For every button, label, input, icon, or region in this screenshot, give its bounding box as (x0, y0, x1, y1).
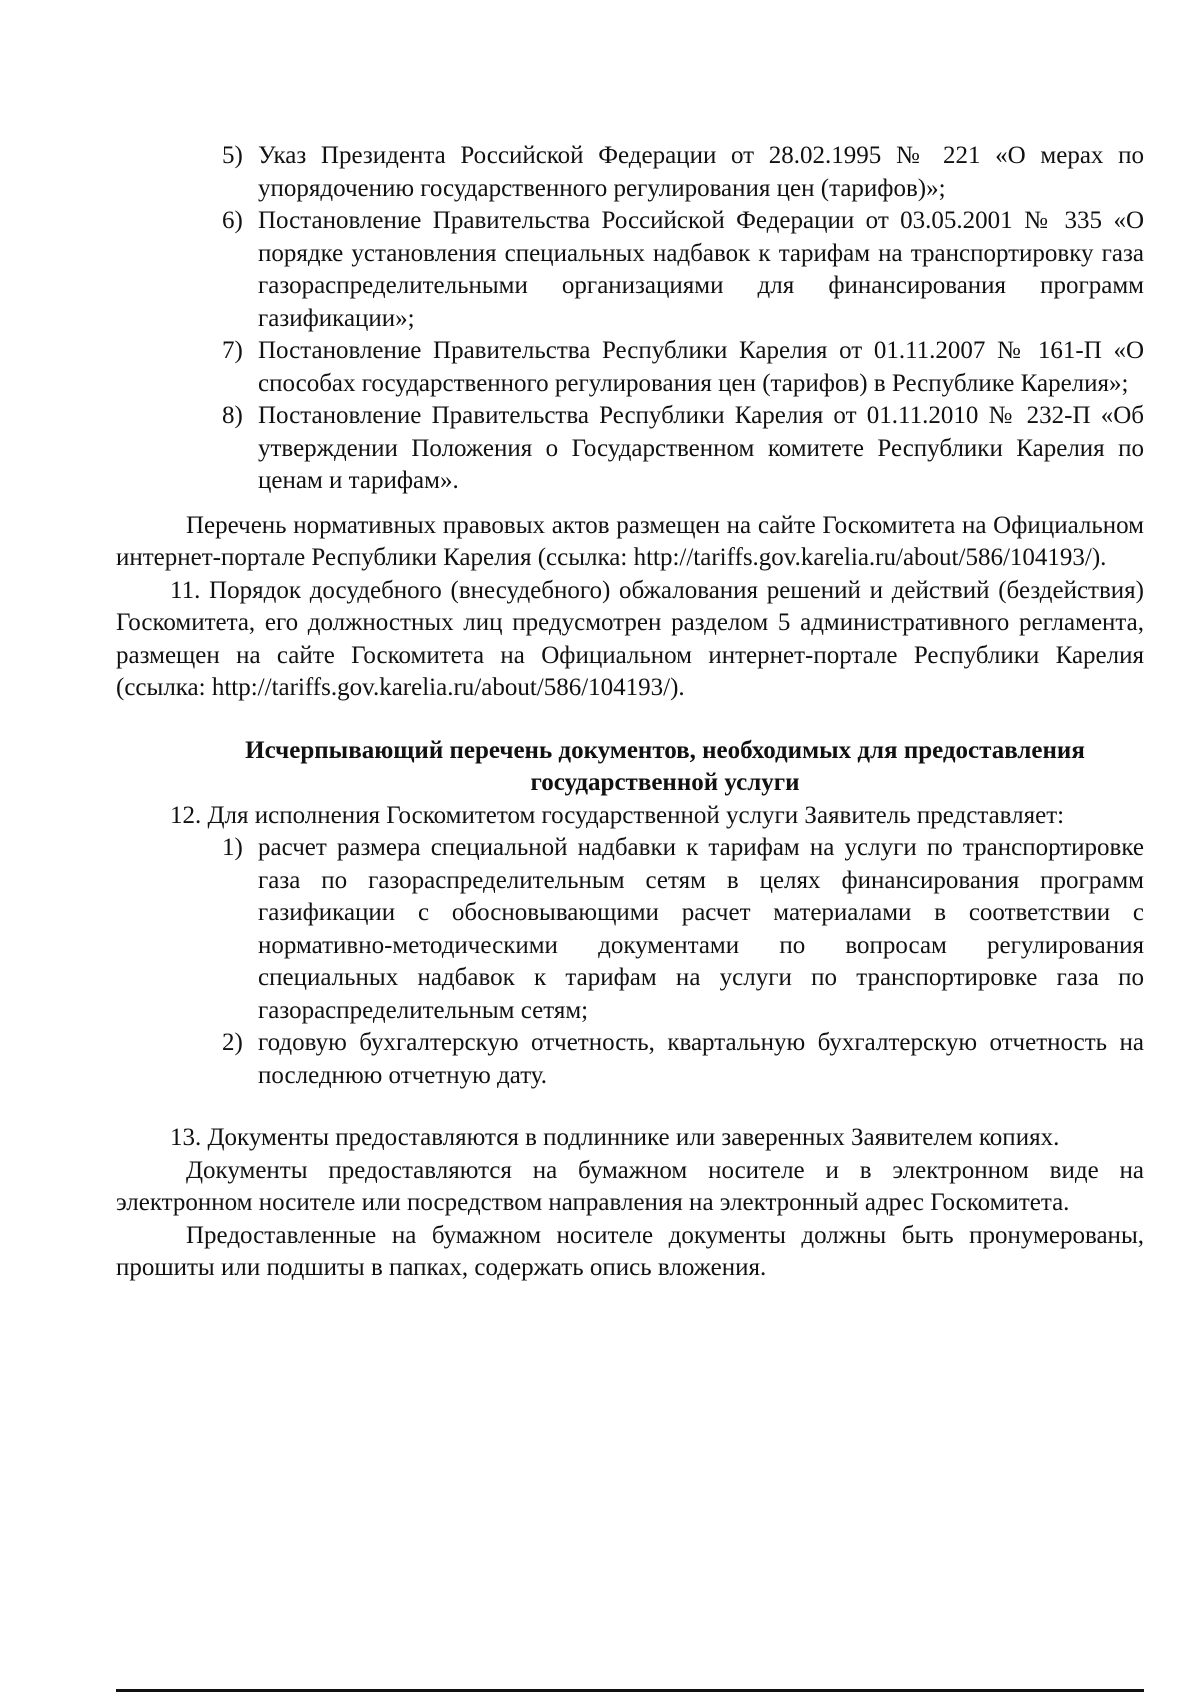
list-item-number: 5) (222, 142, 243, 169)
paragraph-13-electronic: Документы предоставляются на бумажном носителе и в электронном виде на электронном носителе или посредством направления на электронный адрес Госкомитета. (116, 1156, 1144, 1216)
list-item (222, 832, 1144, 1027)
documents-list (116, 832, 1144, 1092)
list-item-number: 6) (222, 207, 243, 234)
document-body (116, 140, 1144, 1285)
list-item-number: 2) (222, 1029, 243, 1056)
paragraph-13-paper: Предоставленные на бумажном носителе документы должны быть пронумерованы, прошиты или подшиты в папках, содержать опись вложения. (116, 1221, 1144, 1281)
legal-acts-list (116, 140, 1144, 498)
list-item-text: Постановление Правительства Российской Федерации от 03.05.2001 № 335 «О порядке установления специальных надбавок к тарифам на транспортировку газа газораспределительными организациями для финансирования программ газификации»; (258, 207, 1144, 332)
list-item (222, 1027, 1144, 1092)
list-item (222, 205, 1144, 335)
paragraph-legal-acts-link: Перечень нормативных правовых актов размещен на сайте Госкомитета на Официальном интернет-портале Республики Карелия (ссылка: http://tariffs.gov.karelia.ru/about/586/104193/). (116, 511, 1144, 571)
paragraph-13: 13. Документы предоставляются в подлиннике или заверенных Заявителем копиях. (170, 1124, 1060, 1151)
list-item-text: расчет размера специальной надбавки к тарифам на услуги по транспортировке газа по газораспределительным сетям в целях финансирования программ газификации с обосновывающими расчет материалами в соответствии с нормативно-методическими документами по вопросам регулирования специальных надбавок к тарифам на услуги по транспортировке газа по газораспределительным сетям; (258, 834, 1144, 1024)
list-item (222, 400, 1144, 498)
list-item-text: Указ Президента Российской Федерации от 28.02.1995 № 221 «О мерах по упорядочению государственного регулирования цен (тарифов)»; (258, 142, 1144, 202)
list-item-text: Постановление Правительства Республики Карелия от 01.11.2010 № 232-П «Об утверждении Положения о Государственном комитете Республики Карелия по ценам и тарифам». (258, 402, 1144, 494)
list-item (222, 140, 1144, 205)
list-item-text: годовую бухгалтерскую отчетность, квартальную бухгалтерскую отчетность на последнюю отчетную дату. (258, 1029, 1144, 1089)
paragraph-12: 12. Для исполнения Госкомитетом государственной услуги Заявитель представляет: (170, 801, 1065, 829)
list-item-text: Постановление Правительства Республики Карелия от 01.11.2007 № 161-П «О способах государственного регулирования цен (тарифов) в Республике Карелия»; (258, 337, 1144, 397)
paragraph-11: 11. Порядок досудебного (внесудебного) обжалования решений и действий (бездействия) Госкомитета, его должностных лиц предусмотрен разделом 5 административного регламента, размещен на сайте Госкомитета на Официальном интернет-портале Республики Карелия (ссылка: http://tariffs.gov.karelia.ru/about/586/104193/). (116, 576, 1144, 701)
list-item (222, 335, 1144, 400)
list-item-number: 8) (222, 402, 243, 429)
section-heading: Исчерпывающий перечень документов, необходимых для предоставления государственной услуги (245, 736, 1085, 796)
list-item-number: 1) (222, 834, 243, 861)
list-item-number: 7) (222, 337, 243, 364)
footer-divider (116, 1689, 1144, 1692)
